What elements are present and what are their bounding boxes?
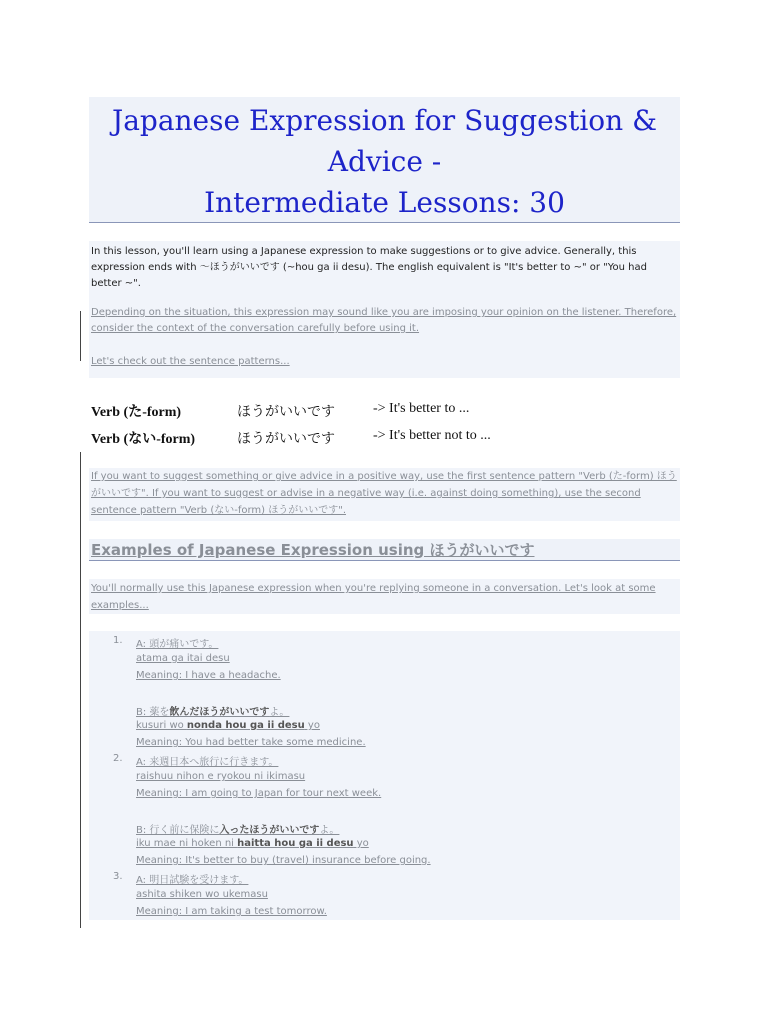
pattern-ending: ほうがいいです (237, 432, 335, 447)
text-segment: yo (304, 720, 320, 731)
text-segment: B: 薬を (136, 707, 170, 718)
intro-note-link[interactable]: Depending on the situation, this expression may sound like you are imposing your opinion on the listener. Therefore, consider the context of the conversation carefully before using it. (91, 307, 677, 334)
examples-heading (89, 539, 680, 561)
highlight-segment: haitta hou ga ii desu (237, 838, 354, 849)
page-title-line-2: Advice - (327, 145, 442, 178)
example-a-japanese[interactable]: A: 来週日本へ旅行に行きます。 (136, 757, 279, 768)
advice-link[interactable]: If you want to suggest something or give advice in a positive way, use the first sentence pattern "Verb (た-form) ほうがいいです". If you want to suggest or advise in a negative way (i.e. against doing something), use the second sentence pattern "Verb (ない-form) ほうがいいです". (91, 471, 677, 516)
examples-intro-link[interactable]: You'll normally use this Japanese expression when you're replying someone in a conversation. Let's look at some examples... (91, 583, 656, 611)
text-segment: kusuri wo (136, 720, 187, 731)
advice-section (89, 468, 680, 521)
example-a-japanese[interactable]: A: 頭が痛いです。 (136, 639, 219, 650)
intro-text: In this lesson, you'll learn using a Japanese expression to make suggestions or to give advice. Generally, this expression ends with ～ほうがいいです (~hou ga ii desu). The english equivalent is "It's better to ~" or "You had better ~". (91, 246, 647, 289)
example-a-romaji[interactable]: ashita shiken wo ukemasu (136, 889, 268, 900)
pattern-form: Verb (た-form) (91, 405, 182, 420)
text-segment: B: 行く前に保険に (136, 825, 220, 836)
example-b-japanese[interactable] (136, 821, 339, 836)
example-number: 2. (113, 753, 123, 764)
example-b-romaji[interactable] (136, 720, 320, 731)
example-a-japanese[interactable]: A: 明日試験を受けます。 (136, 875, 249, 886)
example-number: 1. (113, 635, 123, 646)
example-a-meaning[interactable]: Meaning: I have a headache. (136, 670, 281, 681)
text-segment: よ。 (269, 707, 290, 718)
example-b-romaji[interactable] (136, 838, 369, 849)
text-segment: よ。 (319, 825, 340, 836)
example-b-japanese[interactable] (136, 703, 289, 718)
intro-lead-link[interactable]: Let's check out the sentence patterns... (91, 356, 290, 367)
highlight-segment: nonda hou ga ii desu (186, 720, 305, 731)
example-number: 3. (113, 871, 123, 882)
pattern-meaning: -> It's better not to ... (373, 428, 491, 443)
quote-bar (80, 311, 81, 361)
quote-bar (80, 452, 81, 928)
text-segment: yo (353, 838, 369, 849)
pattern-form: Verb (ない-form) (91, 432, 196, 447)
pattern-ending: ほうがいいです (237, 405, 335, 420)
highlight-segment: 入ったほうがいいです (219, 825, 320, 836)
page-title-line-3: Intermediate Lessons: 30 (204, 186, 565, 219)
example-a-meaning[interactable]: Meaning: I am taking a test tomorrow. (136, 906, 327, 917)
example-a-meaning[interactable]: Meaning: I am going to Japan for tour next week. (136, 788, 382, 799)
highlight-segment: 飲んだほうがいいです (169, 707, 270, 718)
examples-list (89, 631, 680, 920)
title-box (89, 97, 680, 223)
example-b-meaning[interactable]: Meaning: You had better take some medicine. (136, 737, 366, 748)
text-segment: iku mae ni hoken ni (136, 838, 238, 849)
intro-section (89, 241, 680, 378)
examples-heading-text: Examples of Japanese Expression using ほうがいいです (91, 541, 535, 559)
example-b-meaning[interactable]: Meaning: It's better to buy (travel) insurance before going. (136, 855, 431, 866)
example-a-romaji[interactable]: raishuu nihon e ryokou ni ikimasu (136, 771, 306, 782)
pattern-meaning: -> It's better to ... (373, 401, 470, 416)
page-title-line-1: Japanese Expression for Suggestion & (111, 104, 657, 137)
example-a-romaji[interactable]: atama ga itai desu (136, 653, 230, 664)
examples-intro-section (89, 579, 680, 614)
